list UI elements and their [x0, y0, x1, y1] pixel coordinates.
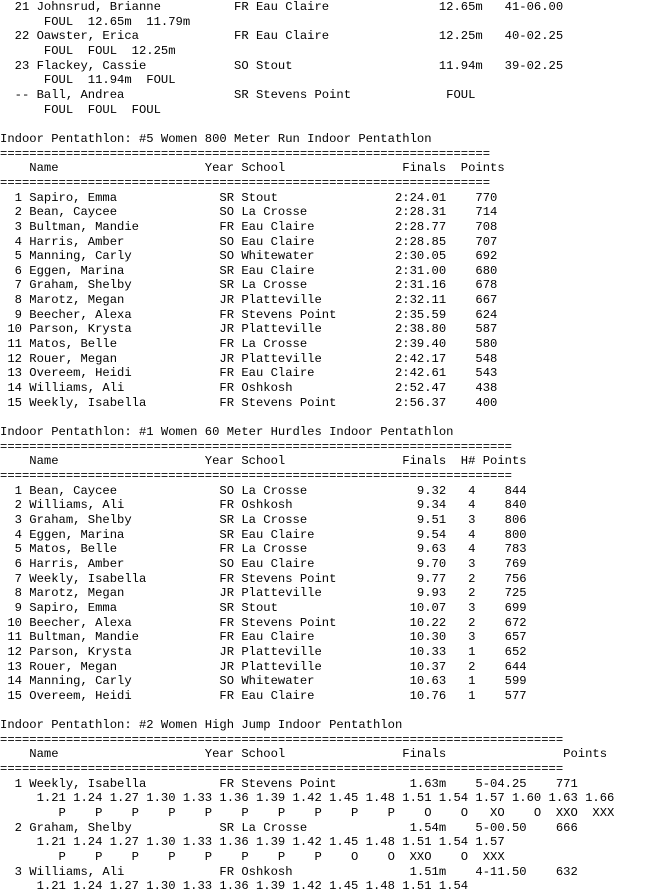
text-line: 14 Manning, Carly SO Whitewater 10.63 1 599: [0, 674, 527, 689]
text-line: 1 Bean, Caycee SO La Crosse 9.32 4 844: [0, 483, 527, 498]
text-line: 11 Bultman, Mandie FR Eau Claire 10.30 3 657: [0, 630, 527, 645]
text-line: 5 Manning, Carly SO Whitewater 2:30.05 692: [0, 249, 498, 264]
text-line: 3 Graham, Shelby SR La Crosse 9.51 3 806: [0, 512, 527, 527]
text-line: [0, 117, 614, 132]
text-line: 8 Marotz, Megan JR Platteville 2:32.11 667: [0, 293, 498, 308]
text-line: ======================================================================: [0, 469, 512, 483]
text-line: 8 Marotz, Megan JR Platteville 9.93 2 725: [0, 586, 527, 601]
text-line: 1.21 1.24 1.27 1.30 1.33 1.36 1.39 1.42 1.45 1.48 1.51 1.54 1.57 1.60 1.63 1.66: [0, 791, 615, 806]
text-line: -- Ball, Andrea SR Stevens Point FOUL: [0, 87, 476, 102]
text-line: 23 Flackey, Cassie SO Stout 11.94m 39-02.25: [0, 58, 564, 73]
text-line: 1.21 1.24 1.27 1.30 1.33 1.36 1.39 1.42 1.45 1.48 1.51 1.54: [0, 879, 469, 894]
text-line: 6 Eggen, Marina SR Eau Claire 2:31.00 680: [0, 263, 498, 278]
text-line: 15 Weekly, Isabella FR Stevens Point 2:56.37 400: [0, 395, 498, 410]
text-line: 5 Matos, Belle FR La Crosse 9.63 4 783: [0, 542, 527, 557]
text-line: ===================================================================: [0, 146, 491, 161]
text-line: 13 Rouer, Megan JR Platteville 10.37 2 644: [0, 659, 527, 674]
text-line: 7 Graham, Shelby SR La Crosse 2:31.16 678: [0, 278, 498, 293]
text-line: Name Year School Finals Points: [0, 161, 505, 176]
text-line: 10 Parson, Krysta JR Platteville 2:38.80 587: [0, 322, 498, 337]
text-line: 11 Matos, Belle FR La Crosse 2:39.40 580: [0, 337, 498, 352]
text-line: 9 Sapiro, Emma SR Stout 10.07 3 699: [0, 600, 527, 615]
text-line: 22 Oawster, Erica FR Eau Claire 12.25m 40-02.25: [0, 29, 564, 44]
text-line: 2 Bean, Caycee SO La Crosse 2:28.31 714: [0, 205, 498, 220]
text-line: 15 Overeem, Heidi FR Eau Claire 10.76 1 577: [0, 688, 527, 703]
text-line: Name Year School Finals Points: [0, 747, 608, 762]
text-line: 3 Bultman, Mandie FR Eau Claire 2:28.77 708: [0, 219, 498, 234]
text-line: 6 Harris, Amber SO Eau Claire 9.70 3 769: [0, 556, 527, 571]
text-line: 13 Overeem, Heidi FR Eau Claire 2:42.61 543: [0, 366, 498, 381]
text-line: 1 Sapiro, Emma SR Stout 2:24.01 770: [0, 190, 498, 205]
text-line: =============================================================================: [0, 762, 564, 777]
text-line: P P P P P P P P P P O O XO O XXO XXX: [0, 806, 615, 821]
text-line: Indoor Pentathlon: #5 Women 800 Meter Run Indoor Pentathlon: [0, 131, 432, 146]
text-line: =============================================================================: [0, 732, 564, 747]
text-line: 12 Rouer, Megan JR Platteville 2:42.17 548: [0, 351, 498, 366]
text-line: 14 Williams, Ali FR Oshkosh 2:52.47 438: [0, 381, 498, 396]
text-line: Indoor Pentathlon: #1 Women 60 Meter Hurdles Indoor Pentathlon: [0, 425, 454, 440]
text-line: 2 Graham, Shelby SR La Crosse 1.54m 5-00.50 666: [0, 820, 578, 835]
text-line: 7 Weekly, Isabella FR Stevens Point 9.77 2 756: [0, 571, 527, 586]
text-line: FOUL FOUL 12.25m: [0, 43, 176, 58]
text-line: ===================================================================: [0, 175, 491, 190]
text-line: FOUL 12.65m 11.79m: [0, 14, 191, 29]
text-line: FOUL FOUL FOUL: [0, 102, 161, 117]
text-line: 4 Eggen, Marina SR Eau Claire 9.54 4 800: [0, 527, 527, 542]
text-line: 21 Johnsrud, Brianne FR Eau Claire 12.65m 41-06.00: [0, 0, 564, 14]
text-line: [0, 410, 614, 425]
text-line: 2 Williams, Ali FR Oshkosh 9.34 4 840: [0, 498, 527, 513]
text-line: FOUL 11.94m FOUL: [0, 73, 176, 88]
text-line: 1 Weekly, Isabella FR Stevens Point 1.63m 5-04.25 771: [0, 776, 578, 791]
text-line: P P P P P P P P O O XXO O XXX: [0, 850, 505, 865]
text-line: Name Year School Finals H# Points: [0, 454, 527, 469]
text-line: 4 Harris, Amber SO Eau Claire 2:28.85 707: [0, 234, 498, 249]
text-line: [0, 704, 614, 719]
text-line: 9 Beecher, Alexa FR Stevens Point 2:35.59 624: [0, 307, 498, 322]
text-line: ======================================================================: [0, 439, 512, 454]
text-line: Indoor Pentathlon: #2 Women High Jump Indoor Pentathlon: [0, 718, 403, 733]
text-line: 3 Williams, Ali FR Oshkosh 1.51m 4-11.50 632: [0, 864, 578, 879]
text-line: 1.21 1.24 1.27 1.30 1.33 1.36 1.39 1.42 1.45 1.48 1.51 1.54 1.57: [0, 835, 505, 850]
text-line: 12 Parson, Krysta JR Platteville 10.33 1 652: [0, 644, 527, 659]
text-line: 10 Beecher, Alexa FR Stevens Point 10.22 2 672: [0, 615, 527, 630]
